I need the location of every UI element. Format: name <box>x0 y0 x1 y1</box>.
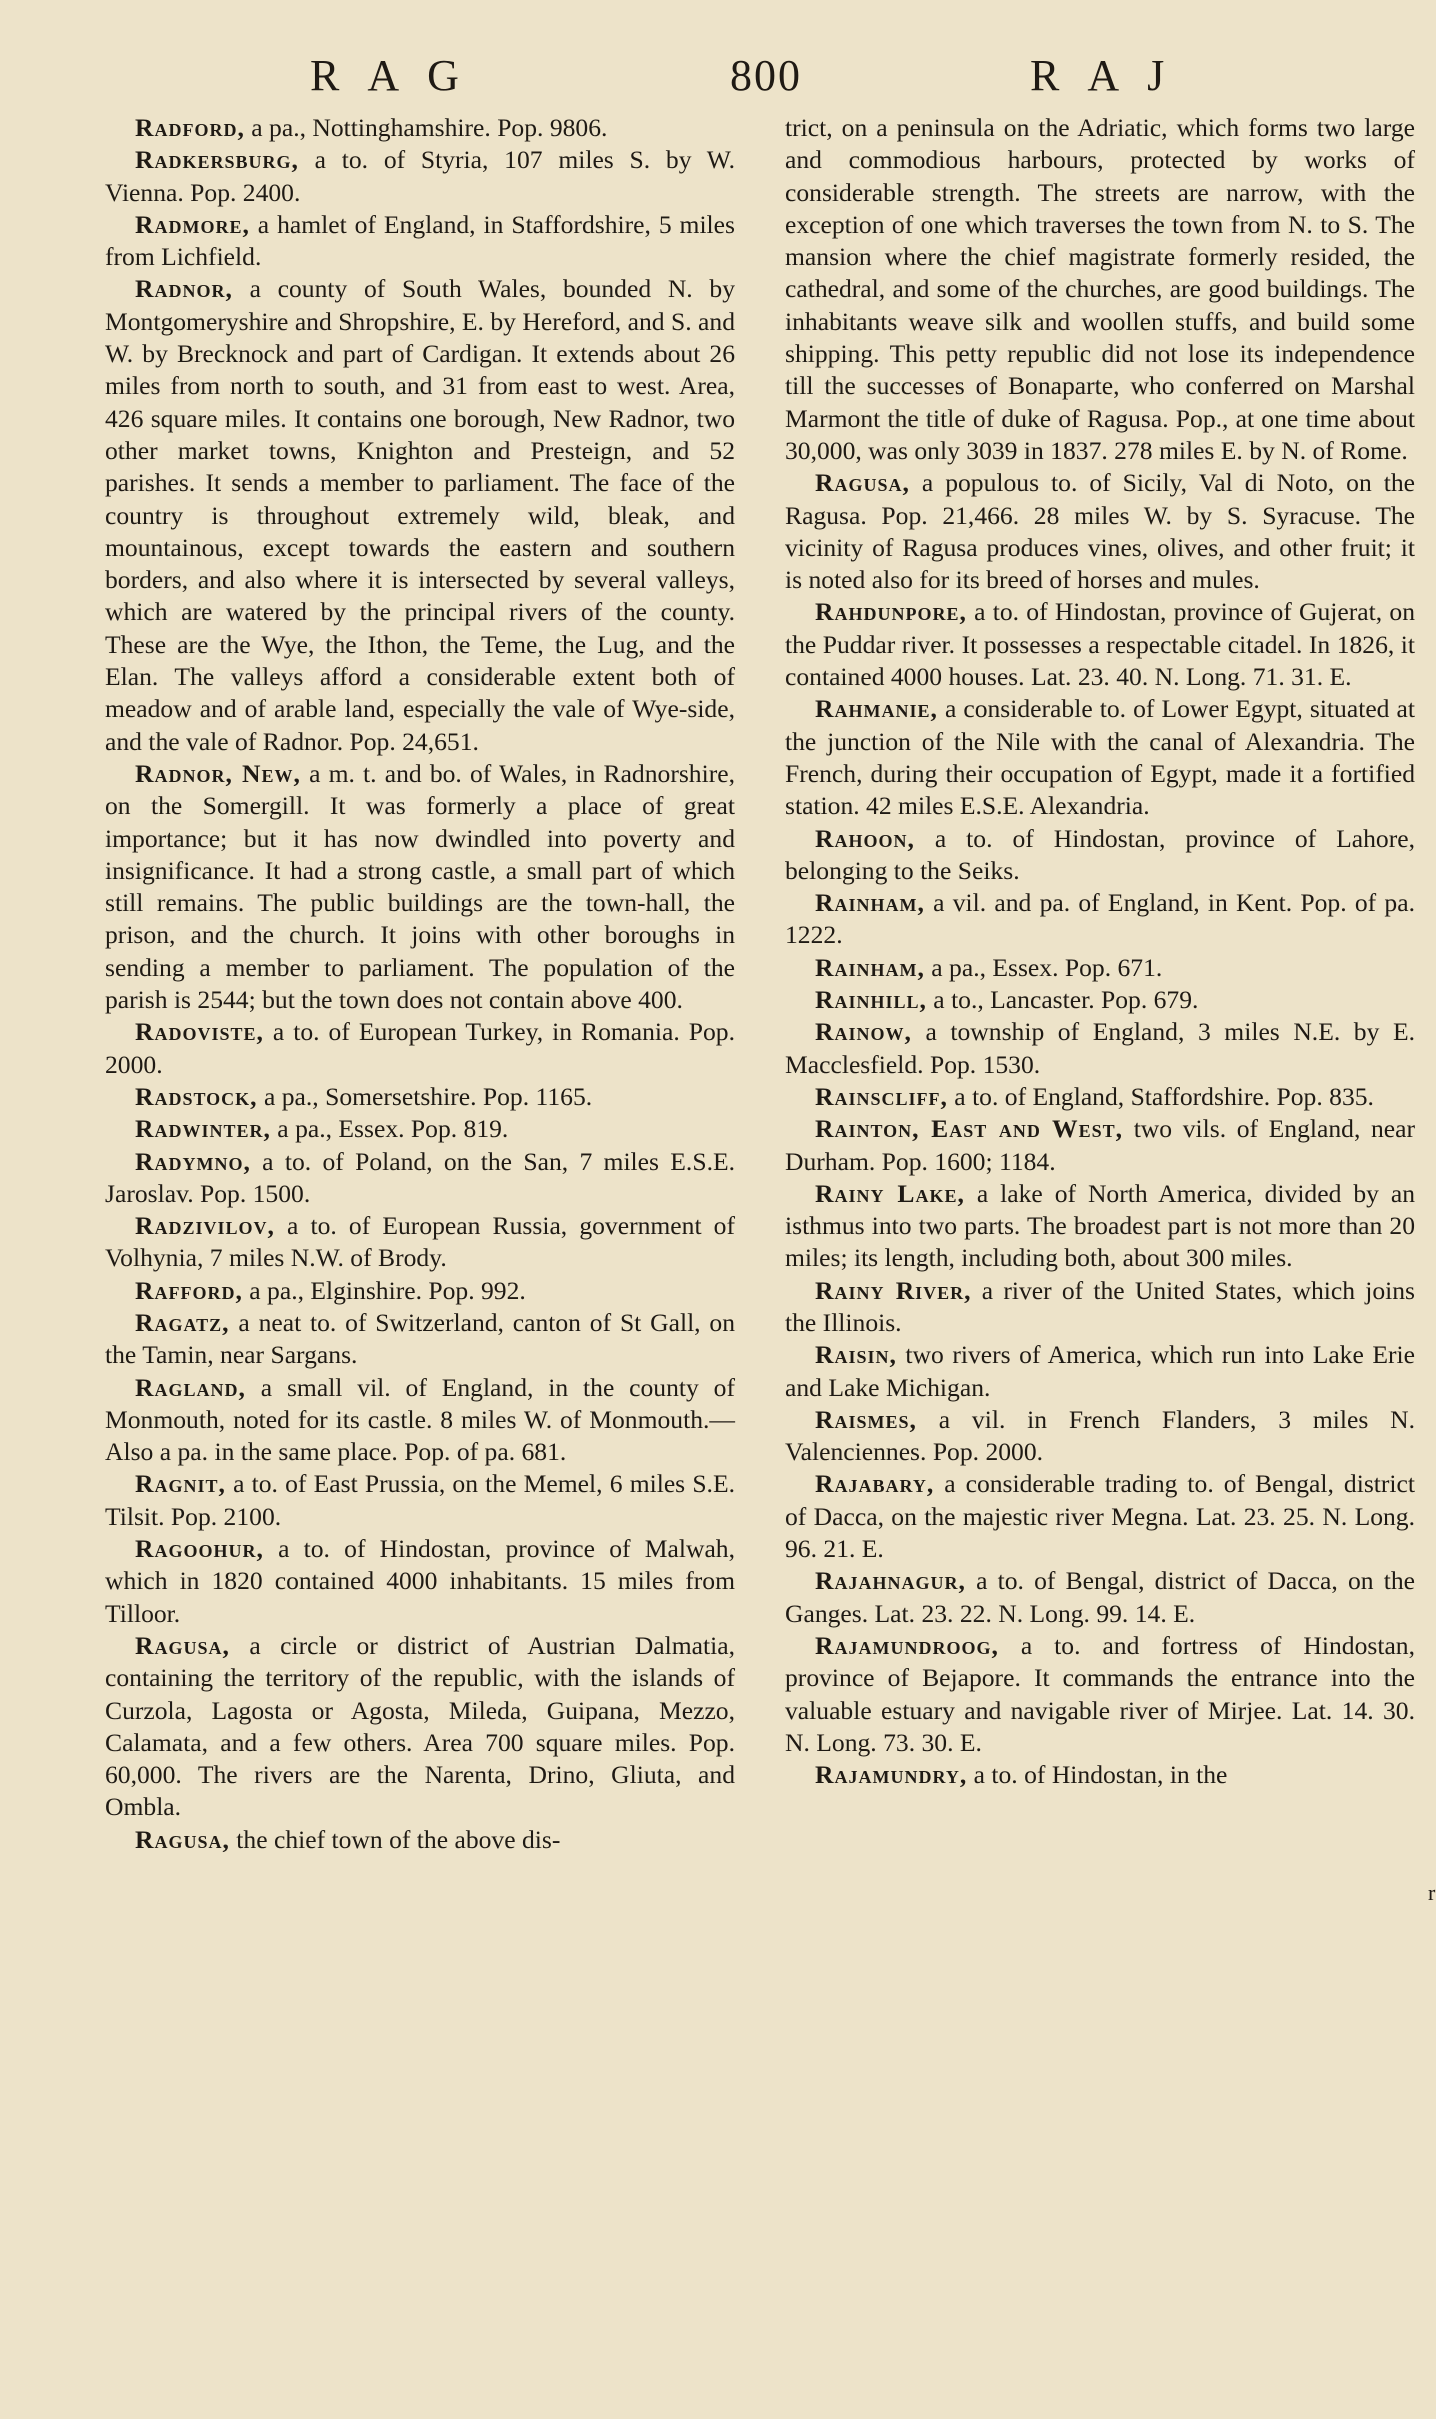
page-number: 800 <box>730 51 802 100</box>
gazetteer-entry <box>785 112 1415 467</box>
gazetteer-entry <box>105 1307 735 1372</box>
entry-headword: Radford, <box>135 113 245 142</box>
entry-headword: Radstock, <box>135 1081 258 1111</box>
gazetteer-entry <box>785 1275 1415 1340</box>
gazetteer-entry <box>785 984 1415 1016</box>
entry-headword: Rahdunpore, <box>815 597 967 627</box>
gazetteer-entry <box>105 1372 735 1469</box>
gazetteer-entry <box>105 209 735 274</box>
entry-text: a populous to. of Sicily, Val di Noto, on the Ragusa. Pop. 21,466. 28 miles W. by S. Syracuse. The vicinity of Ragusa produces vines, olives, and other fruit; it is noted also for its breed of horses and mules. <box>785 468 1415 595</box>
entry-text: a lake of North America, divided by an isthmus into two parts. The broadest part is not more than 20 miles; its length, including both, about 300 miles. <box>785 1178 1415 1273</box>
entry-text: a to. and fortress of Hindostan, province of Bejapore. It commands the entrance into the valuable estuary and navigable river of Mirjee. Lat. 14. 30. N. Long. 73. 30. E. <box>785 1630 1415 1757</box>
gazetteer-entry <box>785 1178 1415 1275</box>
entry-headword: Rajahnagur, <box>815 1566 966 1596</box>
entry-headword: Ragnit, <box>135 1469 226 1499</box>
entry-text: a to. of Hindostan, in the <box>967 1760 1228 1790</box>
right-column <box>785 112 1415 1791</box>
entry-text: a to. of Bengal, district of Dacca, on the Ganges. Lat. 23. 22. N. Long. 99. 14. E. <box>785 1566 1415 1628</box>
entry-headword: Radoviste, <box>135 1017 264 1047</box>
entry-headword: Ragusa, <box>135 1824 230 1854</box>
entry-headword: Rainham, <box>815 888 925 918</box>
entry-headword: Rainham, <box>815 952 925 982</box>
entry-headword: Raismes, <box>815 1404 917 1434</box>
entry-headword: Radkersburg, <box>135 145 299 175</box>
left-column <box>105 112 735 1856</box>
entry-text: a county of South Wales, bounded N. by Montgomeryshire and Shropshire, E. by Hereford, and S. and W. by Brecknock and part of Cardigan. It extends about 26 miles from north to south, and 31 from east to west. Area, 426 square miles. It contains one borough, New Radnor, two other market towns, Knighton and Presteign, and 52 parishes. It sends a member to parliament. The face of the country is throughout extremely wild, bleak, and mountainous, except towards the eastern and southern borders, and also where it is intersected by several valleys, which are watered by the principal rivers of the county. These are the Wye, the Ithon, the Teme, the Lug, and the Elan. The valleys afford a considerable extent both of meadow and of arable land, especially the vale of Wye-side, and the vale of Radnor. Pop. 24,651. <box>105 274 735 756</box>
entry-headword: Rajabary, <box>815 1469 935 1499</box>
gazetteer-entry <box>785 1565 1415 1630</box>
gazetteer-entry <box>785 887 1415 952</box>
entry-headword: Ragusa, <box>815 468 910 498</box>
entry-text: a to. of Hindostan, province of Malwah, which in 1820 contained 4000 inhabitants. 15 miles from Tilloor. <box>105 1534 735 1628</box>
entry-text: a to. of European Russia, government of Volhynia, 7 miles N.W. of Brody. <box>105 1211 735 1273</box>
gazetteer-entry <box>105 1081 735 1113</box>
entry-headword: Radnor, New, <box>135 758 301 788</box>
gazetteer-entry <box>785 1339 1415 1404</box>
entry-headword: Radmore, <box>135 209 250 239</box>
entry-text: a to. of Hindostan, province of Lahore, belonging to the Seiks. <box>785 823 1415 885</box>
margin-mark: r <box>1428 1880 1436 1905</box>
gazetteer-entry <box>785 1081 1415 1113</box>
gazetteer-entry <box>785 467 1415 596</box>
running-head-left: RAG <box>310 51 487 100</box>
entry-text: a pa., Essex. Pop. 671. <box>924 952 1163 982</box>
entry-text: trict, on a peninsula on the Adriatic, which forms two large and commodious harbours, protected by works of considerable strength. The streets are narrow, with the exception of one which traverses the town from N. to S. The mansion where the chief magistrate formerly resided, the cathedral, and some of the churches, are good buildings. The inhabitants weave silk and woollen stuffs, and build some shipping. This petty republic did not lose its independence till the successes of Bonaparte, who conferred on Marshal Marmont the title of duke of Ragusa. Pop., at one time about 30,000, was only 3039 in 1837. 278 miles E. by N. of Rome. <box>785 113 1415 465</box>
entry-text: a considerable to. of Lower Egypt, situated at the junction of the Nile with the canal of Alexandria. The French, during their occupation of Egypt, made it a fortified station. 42 miles E.S.E. Alexandria. <box>785 694 1415 821</box>
gazetteer-entry <box>105 273 735 757</box>
entry-headword: Rahoon, <box>815 823 915 853</box>
entry-text: a pa., Nottinghamshire. Pop. 9806. <box>244 113 608 142</box>
entry-text: a to. of Styria, 107 miles S. by W. Vienna. Pop. 2400. <box>105 145 735 207</box>
gazetteer-entry <box>105 144 735 209</box>
entry-headword: Rajamundroog, <box>815 1630 999 1660</box>
entry-text: a neat to. of Switzerland, canton of St Gall, on the Tamin, near Sargans. <box>105 1307 735 1370</box>
entry-headword: Ragatz, <box>135 1307 230 1337</box>
gazetteer-entry <box>105 1468 735 1533</box>
entry-headword: Ragusa, <box>135 1630 230 1660</box>
entry-headword: Rainy River, <box>815 1275 972 1305</box>
entry-text: a pa., Elginshire. Pop. 992. <box>242 1275 526 1305</box>
gazetteer-entry <box>105 1016 735 1081</box>
entry-headword: Radzivilov, <box>135 1211 275 1241</box>
entry-headword: Radymno, <box>135 1146 251 1176</box>
entry-text: two rivers of America, which run into Lake Erie and Lake Michigan. <box>785 1340 1415 1402</box>
gazetteer-entry <box>785 952 1415 984</box>
gazetteer-entry <box>785 1404 1415 1469</box>
entry-text: a to. of England, Staffordshire. Pop. 835. <box>947 1081 1374 1111</box>
entry-headword: Radnor, <box>135 274 233 304</box>
entry-text: a to. of East Prussia, on the Memel, 6 miles S.E. Tilsit. Pop. 2100. <box>105 1469 735 1531</box>
gazetteer-entry <box>785 1113 1415 1178</box>
gazetteer-entry <box>785 1016 1415 1081</box>
entry-text: a vil. in French Flanders, 3 miles N. Valenciennes. Pop. 2000. <box>785 1404 1415 1467</box>
entry-text: a to. of Hindostan, province of Gujerat, on the Puddar river. It possesses a respectable citadel. In 1826, it contained 4000 houses. Lat. 23. 40. N. Long. 71. 31. E. <box>785 597 1415 692</box>
entry-headword: Ragland, <box>135 1372 246 1402</box>
entry-text: a pa., Essex. Pop. 819. <box>270 1114 509 1144</box>
entry-headword: Rahmanie, <box>815 694 938 724</box>
gazetteer-entry <box>785 1630 1415 1759</box>
entry-headword: Rainton, East and West, <box>815 1114 1124 1144</box>
entry-text: a circle or district of Austrian Dalmatia, containing the territory of the republic, with the islands of Curzola, Lagosta or Agosta, Mileda, Guipana, Mezzo, Calamata, and a few others. Area 700 square miles. Pop. 60,000. The rivers are the Narenta, Drino, Gliuta, and Ombla. <box>105 1630 735 1822</box>
running-head-right: RAJ <box>1030 51 1193 100</box>
gazetteer-entry <box>785 1759 1415 1791</box>
entry-text: a considerable trading to. of Bengal, district of Dacca, on the majestic river Megna. Lat. 23. 25. N. Long. 96. 21. E. <box>785 1469 1415 1564</box>
entry-text: a pa., Somersetshire. Pop. 1165. <box>257 1081 593 1111</box>
gazetteer-entry <box>105 1275 735 1307</box>
gazetteer-entry <box>785 596 1415 693</box>
gazetteer-entry <box>785 693 1415 822</box>
entry-text: a to., Lancaster. Pop. 679. <box>926 985 1199 1015</box>
entry-headword: Rainscliff, <box>815 1081 948 1111</box>
gazetteer-entry <box>785 1468 1415 1565</box>
entry-text: a vil. and pa. of England, in Kent. Pop. of pa. 1222. <box>785 888 1415 950</box>
entry-headword: Raisin, <box>815 1340 897 1370</box>
entry-text: a to. of Poland, on the San, 7 miles E.S.E. Jaroslav. Pop. 1500. <box>105 1146 735 1208</box>
gazetteer-entry <box>105 1824 735 1856</box>
entry-text: a to. of European Turkey, in Romania. Pop. 2000. <box>105 1017 735 1079</box>
entry-text: a river of the United States, which joins the Illinois. <box>785 1275 1415 1337</box>
gazetteer-entry <box>105 112 735 144</box>
gazetteer-entry <box>785 823 1415 888</box>
entry-headword: Radwinter, <box>135 1114 271 1144</box>
gazetteer-entry <box>105 1630 735 1824</box>
entry-headword: Rajamundry, <box>815 1760 968 1790</box>
entry-text: the chief town of the above dis- <box>229 1824 561 1854</box>
gazetteer-entry <box>105 1533 735 1630</box>
entry-headword: Rainow, <box>815 1017 912 1047</box>
gazetteer-entry <box>105 1113 735 1145</box>
entry-text: a small vil. of England, in the county of Monmouth, noted for its castle. 8 miles W. of Monmouth.—Also a pa. in the same place. Pop. of pa. 681. <box>105 1372 735 1467</box>
entry-text: a hamlet of England, in Staffordshire, 5 miles from Lichfield. <box>105 209 735 272</box>
entry-headword: Rafford, <box>135 1275 243 1305</box>
entry-text: a m. t. and bo. of Wales, in Radnorshire, on the Somergill. It was formerly a place of great importance; but it has now dwindled into poverty and insignificance. It had a strong castle, a small part of which still remains. The public buildings are the town-hall, the prison, and the church. It joins with other boroughs in sending a member to parliament. The population of the parish is 2544; but the town does not contain above 400. <box>105 758 735 1015</box>
gazetteer-entry <box>105 1210 735 1275</box>
gazetteer-entry <box>105 758 735 1016</box>
entry-headword: Rainy Lake, <box>815 1178 965 1208</box>
gazetteer-entry <box>105 1146 735 1211</box>
entry-text: a township of England, 3 miles N.E. by E. Macclesfield. Pop. 1530. <box>785 1017 1415 1079</box>
entry-headword: Ragoohur, <box>135 1534 264 1564</box>
entry-headword: Rainhill, <box>815 985 927 1015</box>
entry-text: two vils. of England, near Durham. Pop. 1600; 1184. <box>785 1114 1416 1176</box>
